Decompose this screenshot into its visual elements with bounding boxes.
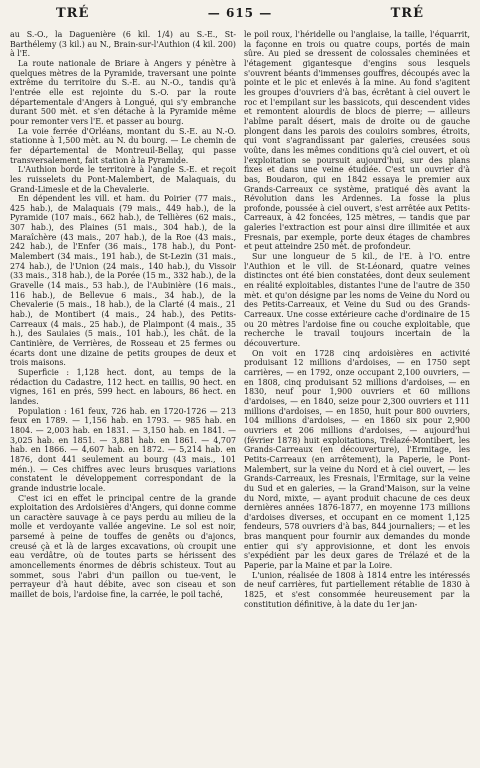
paragraph: On voit en 1728 cinq ardoisières en activité produisant 12 millions d'ardoises, — en 1750 sept carrières, — en 1792, onze occupant 2,100 ouvriers, — en 1808, cinq produisant 52 millions d'ardoises, — en 1830, neuf pour 1,900 ouvriers et 60 millions d'ardoises, — en 1840, seize pour 2,300 ouvriers et 111 millions d'ardoises, — en 1850, huit pour 800 ouvriers, 104 millions d'ardoises, — en 1860 six pour 2,900 ouvriers et 206 millions d'ardoises, — aujourd'hui (février 1878) huit exploitations, Trélazé-Montibert, les Grands-Carreaux (en découverture), l'Ermitage, les Petits-Carreaux (en arrêtement), la Paperie, le Pont-Malembert, sur la veine du Nord et à ciel ouvert, — les Grands-Carreaux, les Fresnais, l'Ermitage, sur la veine du Sud et en galeries, — la Grand'Maison, sur la veine du Nord, mixte, — ayant produit chacune de ces deux dernières années 1876-1877, en moyenne 173 millions d'ardoises diverses, et occupant en ce moment 1,125 fendeurs, 578 ouvriers d'à bas, 844 journaliers; — et les bras manquent pour fournir aux demandes du monde entier qui s'y approvisionne, et dont les envois s'expédient par les deux gares de Trélazé et de la Paperie, par la Maine et par la Loire. xyxy=(244,348,470,571)
paragraph: Population : 161 feux, 726 hab. en 1720-1726 — 213 feux en 1789. — 1,156 hab. en 1793. — 985 hab. en 1804. — 2,003 hab. en 1831. — 3,150 hab. en 1841. — 3,025 hab. en 1851. — 3,881 hab. en 1861. — 4,707 hab. en 1866. — 4,607 hab. en 1872. — 5,214 hab. en 1876, dont 441 seulement au bourg (43 mais., 101 mén.). — Ces chiffres avec leurs brusques variations constatent le développement correspondant de la grande industrie locale. xyxy=(10,406,236,493)
paragraph: C'est ici en effet le principal centre de la grande exploitation des Ardoisières d'Angers, qui donne comme un caractère sauvage à ce pays perdu au milieu de la molle et verdoyante vallée angevine. Le sol est noir, parsemé à peine de touffes de genêts ou d'ajoncs, creusé çà et là de larges excavations, où croupit une eau verdâtre, où de toutes parts se hérissent des amoncellements énormes de débris schisteux. Tout au sommet, sous l'abri d'un paillon ou tue-vent, le perrayeur d'à haut débite, avec son ciseau et son maillet de bois, l'ardoise fine, la carrée, le poil taché, xyxy=(10,493,236,600)
paragraph: Superficie : 1,128 hect. dont, au temps de la rédaction du Cadastre, 112 hect. en taillis, 90 hect. en vignes, 161 en prés, 599 hect. en labours, 86 hect. en landes. xyxy=(10,367,236,406)
running-header xyxy=(10,6,470,28)
paragraph: Sur une longueur de 5 kil., de l'E. à l'O. entre l'Authion et le vill. de St-Léonard, quatre veines distinctes ont été bien constatées, dont deux seulement en réalité exploitables, distantes l'une de l'autre de 350 mèt. et qu'on désigne par les noms de Veine du Nord ou des Petits-Carreaux, et Veine du Sud ou des Grands-Carreaux. Une cosse extérieure cache d'ordinaire de 15 ou 20 mètres l'ardoise fine ou couche exploitable, que recherche le travail toujours incertain de la découverture. xyxy=(244,252,470,348)
paragraph: le poil roux, l'héridelle ou l'anglaise, la taille, l'équarrit, la façonne en trois ou quatre coups, portés de main sûre. Au pied se dressent de colossales cheminées et l'étagement gigantesque d'engins sous lesquels s'ouvrent béants d'immenses gouffres, découpés avec la pointe et le pic et enlevés à la mine. Au fond s'agitent les groupes d'ouvriers d'à bas, écrêtant à ciel ouvert le roc et l'empilant sur les bassicots, qui descendent vides et remontent alourdis de blocs de pierre; — ailleurs l'abîme paraît désert, mais de droite ou de gauche plongent dans les parois des couloirs sombres, étroits, qui vont s'agrandissant par galeries, creusées sous voûte, dans les mêmes conditions qu'à ciel ouvert, et où l'exploitation se poursuit aujourd'hui, sur des plans fixes et dans une veine étudiée. C'est un ouvrier d'à bas, Boudaron, qui en 1842 essaya le premier aux Grands-Carreaux ce système, pratiqué dès avant la Révolution dans les Ardennes. La fosse la plus profonde, poussée à ciel ouvert, s'est arrêtée aux Petits-Carreaux, à 42 foncées, 125 mètres, — tandis que par galeries l'extraction est pour ainsi dire illimitée et aux Fresnais, par exemple, porte deux étages de chambres et peut atteindre 250 mèt. de profondeur. xyxy=(244,30,470,252)
header-right-word: TRÉ xyxy=(390,6,424,21)
paragraph: La route nationale de Briare à Angers y pénètre à quelques mètres de la Pyramide, traversant une pointe extrême du territoire du S.-E. au N.-O., tandis qu'à l'entrée elle est rejointe du S.-O. par la route départementale d'Angers à Longué, qui s'y embranche durant 500 mèt. et s'en détache à la Pyramide même pour remonter vers l'E. et passer au bourg. xyxy=(10,58,236,126)
paragraph: L'Authion borde le territoire à l'angle S.-E. et reçoit les ruisselets du Pont-Malembert, de Malaquais, du Grand-Limesle et de la Chevalerie. xyxy=(10,165,236,194)
paragraph: En dépendent les vill. et ham. du Poirier (77 mais., 425 hab.), de Malaquais (79 mais., 449 hab.), de la Pyramide (107 mais., 662 hab.), de Tellières (62 mais., 307 hab.), des Plaines (51 mais., 304 hab.), de la Maraîchère (43 mais., 207 hab.), de la Roe (43 mais., 242 hab.), de l'Enfer (36 mais., 178 hab.), du Pont-Malembert (34 mais., 191 hab.), de St-Lezin (31 mais., 274 hab.), de l'Union (24 mais., 140 hab.), du Vissoir (33 mais., 318 hab.), de la Porée (15 m., 332 hab.), de la Gravelle (14 mais., 53 hab.), de l'Aubinière (16 mais., 116 hab.), de Bellevue 6 mais., 34 hab.), de la Chevalerie (5 mais., 18 hab.), de la Clarté (4 mais., 21 hab.), de Montibert (4 mais., 24 hab.), des Petits-Carreaux (4 mais., 25 hab.), de Plaimpont (4 mais., 35 h.), des Saulaies (5 mais., 101 hab.), les chât. de la Cantinière, de Verrières, de Rosseau et 25 fermes ou écarts dont une dizaine de petits groupes de deux et trois maisons. xyxy=(10,194,236,368)
paragraph: au S.-O., la Daguenière (6 kil. 1/4) au S.-E., St-Barthélemy (3 kil.) au N., Brain-sur-l'Authion (4 kil. 200) à l'E. xyxy=(10,30,236,59)
page-number: — 615 — xyxy=(207,6,273,20)
paragraph: La voie ferrée d'Orléans, montant du S.-E. au N.-O. stationne à 1,500 mèt. au N. du bourg. — Le chemin de fer départemental de Montreuil-Bellay, qui passe transversalement, fait station à la Pyramide. xyxy=(10,126,236,165)
text-columns xyxy=(10,30,470,768)
header-left-word: TRÉ xyxy=(56,6,90,21)
paragraph: L'union, réalisée de 1808 à 1814 entre les intéressés de neuf carrières, fut partiellement rétablie de 1830 à 1825, et s'est consommée heureusement par la constitution définitive, à la date du 1er jan- xyxy=(244,570,470,609)
left-column xyxy=(10,30,236,768)
right-column xyxy=(244,30,470,768)
